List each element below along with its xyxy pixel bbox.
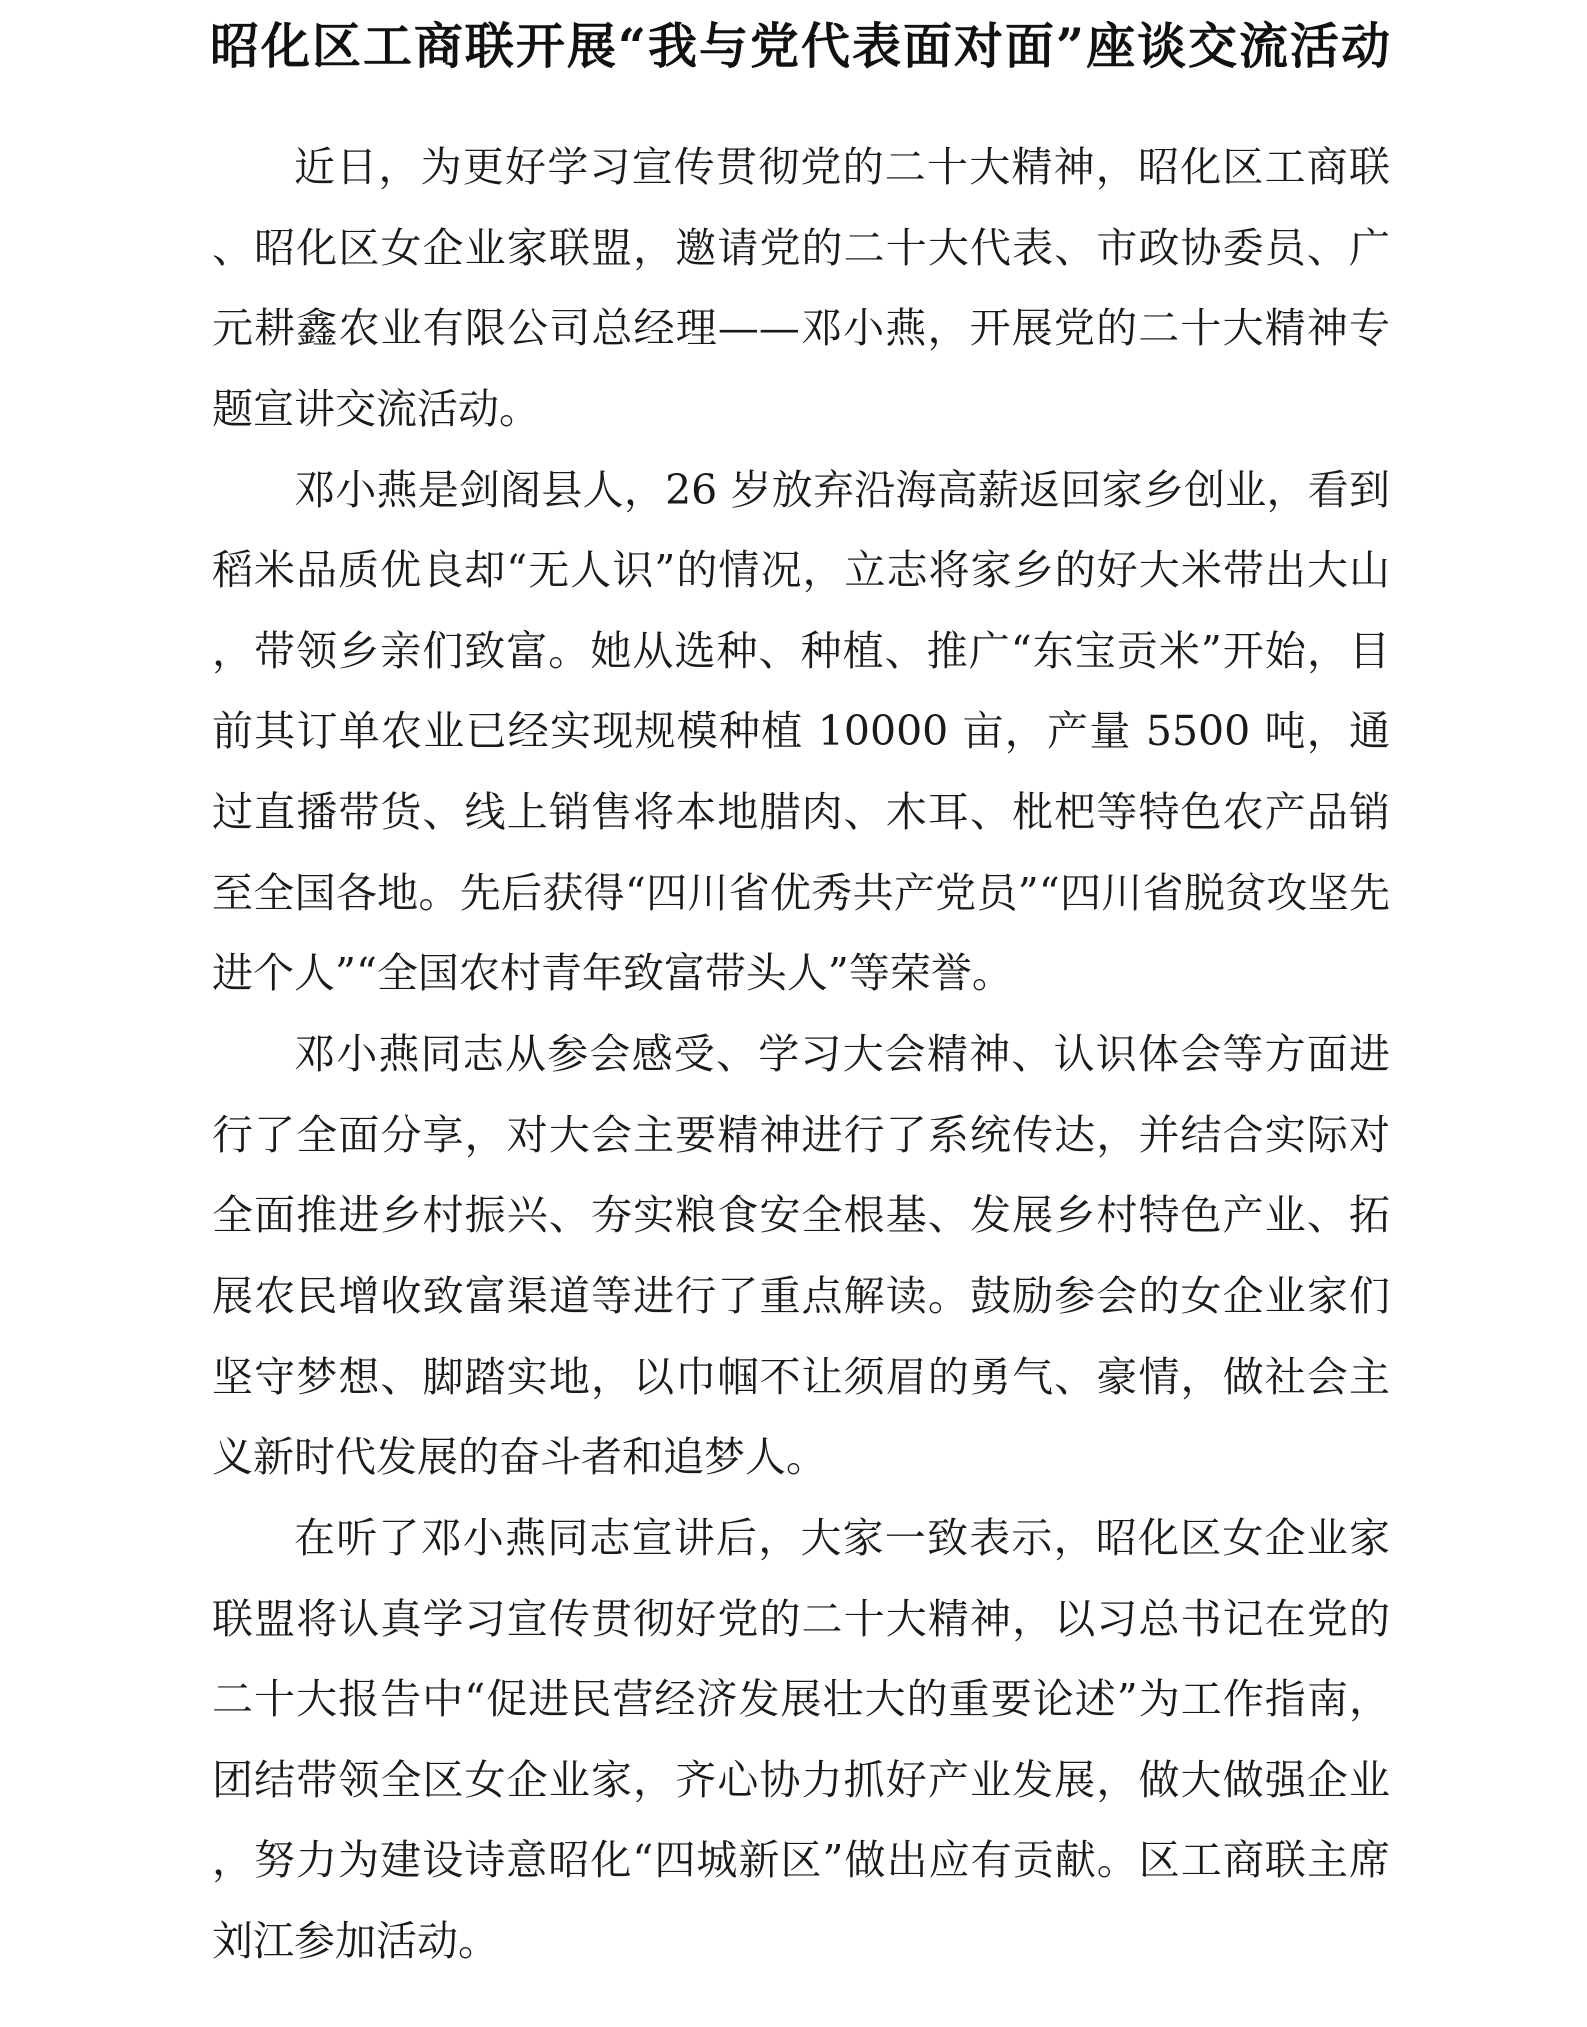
paragraph-intro: 近日，为更好学习宣传贯彻党的二十大精神，昭化区工商联、昭化区女企业家联盟，邀请党的二十大代表、市政协委员、广元耕鑫农业有限公司总经理——邓小燕，开展党的二十大精神专题宣讲交流活动。 — [212, 143, 1390, 433]
paragraph-sharing: 邓小燕同志从参会感受、学习大会精神、认识体会等方面进行了全面分享，对大会主要精神进行了系统传达，并结合实际对全面推进乡村振兴、夯实粮食安全根基、发展乡村特色产业、拓展农民增收致富渠道等进行了重点解读。鼓励参会的女企业家们坚守梦想、脚踏实地，以巾帼不让须眉的勇气、豪情，做社会主义新时代发展的奋斗者和追梦人。 — [212, 1030, 1390, 1482]
paragraph-biography: 邓小燕是剑阁县人，26 岁放弃沿海高薪返回家乡创业，看到稻米品质优良却“无人识”的情况，立志将家乡的好大米带出大山，带领乡亲们致富。她从选种、种植、推广“东宝贡米”开始，目前其订单农业已经实现规模种植 10000 亩，产量 5500 吨，通过直播带货、线上销售将本地腊肉、木耳、枇杷等特色农产品销至全国各地。先后获得“四川省优秀共产党员”“四川省脱贫攻坚先进个人”“全国农村青年致富带头人”等荣誉。 — [212, 465, 1390, 998]
paragraph-conclusion: 在听了邓小燕同志宣讲后，大家一致表示，昭化区女企业家联盟将认真学习宣传贯彻好党的二十大精神，以习总书记在党的二十大报告中“促进民营经济发展壮大的重要论述”为工作指南，团结带领全区女企业家，齐心协力抓好产业发展，做大做强企业，努力为建设诗意昭化“四城新区”做出应有贡献。区工商联主席刘江参加活动。 — [212, 1513, 1390, 1966]
document-title: 昭化区工商联开展“我与党代表面对面”座谈交流活动 — [210, 17, 1390, 75]
document-body — [212, 127, 1390, 1982]
